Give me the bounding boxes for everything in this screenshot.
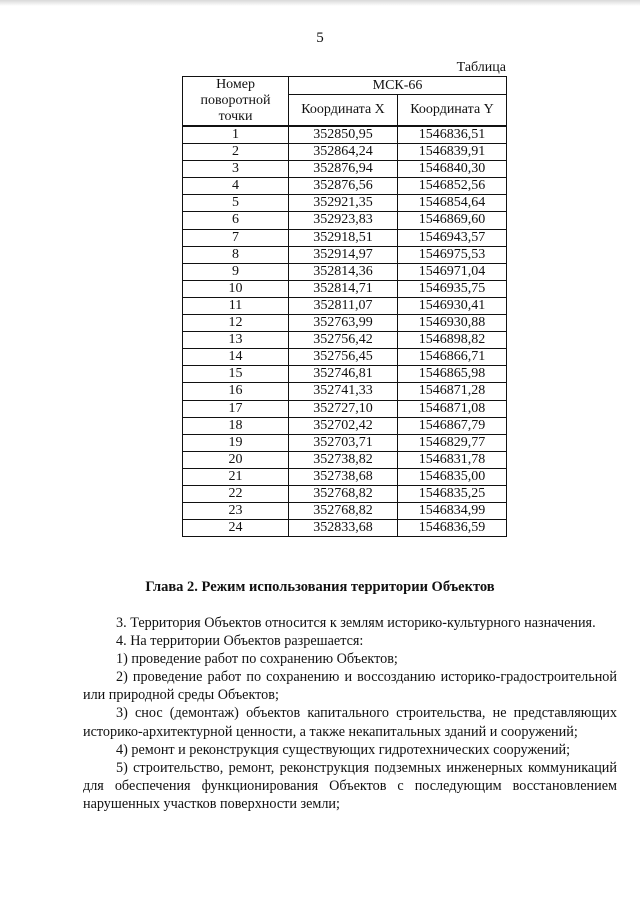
table-row [183,485,507,502]
table-row [183,144,507,161]
coordinate-x-cell: 352811,07 [289,297,398,314]
coordinate-y-cell: 1546871,28 [398,383,507,400]
coordinate-x-cell: 352768,82 [289,503,398,520]
coordinate-y-cell: 1546930,88 [398,315,507,332]
coordinate-y-cell: 1546835,25 [398,485,507,502]
list-item: 5) строительство, ремонт, реконструкция подземных инженерных коммуникаций для обеспечения функционирования Объектов с последующим восстановлением нарушенных участков поверхности земли; [83,759,617,812]
point-number-cell: 11 [183,297,289,314]
list-item: 3) снос (демонтаж) объектов капитального строительства, не представляющих историко-архитектурной ценности, а также некапитальных зданий и сооружений; [83,705,617,740]
coordinate-y-cell: 1546971,04 [398,263,507,280]
table-row [183,451,507,468]
coordinate-y-cell: 1546829,77 [398,434,507,451]
coordinates-table-body [183,126,507,537]
coordinate-x-cell: 352702,42 [289,417,398,434]
point-number-cell: 18 [183,417,289,434]
paragraph: 3. Территория Объектов относится к землям историко-культурного назначения. [116,615,596,631]
point-number-cell: 5 [183,195,289,212]
list-item: 2) проведение работ по сохранению и воссозданию историко-градостроительной или природной среды Объектов; [83,669,617,704]
header-coordinate-y: Координата Y [398,95,507,127]
coordinates-table [182,76,507,537]
header-coordinate-x: Координата X [289,95,398,127]
point-number-cell: 15 [183,366,289,383]
table-row [183,246,507,263]
point-number-cell: 6 [183,212,289,229]
coordinate-x-cell: 352746,81 [289,366,398,383]
table-row [183,468,507,485]
point-number-cell: 7 [183,229,289,246]
chapter-title: Глава 2. Режим использования территории Объектов [145,579,495,595]
point-number-cell: 12 [183,315,289,332]
point-number-cell: 9 [183,263,289,280]
header-point-number: Номер поворотной точки [183,77,289,127]
table-row [183,503,507,520]
coordinate-x-cell: 352741,33 [289,383,398,400]
point-number-cell: 21 [183,468,289,485]
coordinate-y-cell: 1546840,30 [398,161,507,178]
coordinate-x-cell: 352833,68 [289,520,398,537]
coordinate-x-cell: 352918,51 [289,229,398,246]
point-number-cell: 24 [183,520,289,537]
point-number-cell: 8 [183,246,289,263]
coordinate-y-cell: 1546898,82 [398,332,507,349]
table-row [183,280,507,297]
coordinate-x-cell: 352756,45 [289,349,398,366]
table-row [183,263,507,280]
table-row [183,315,507,332]
coordinate-x-cell: 352864,24 [289,144,398,161]
coordinate-x-cell: 352914,97 [289,246,398,263]
table-row [183,383,507,400]
paragraph: 4. На территории Объектов разрешается: [116,633,364,650]
table-row [183,366,507,383]
table-row [183,195,507,212]
coordinate-x-cell: 352756,42 [289,332,398,349]
table-row [183,332,507,349]
table-row [183,520,507,537]
point-number-cell: 1 [183,126,289,144]
page-number: 5 [316,30,324,46]
coordinate-x-cell: 352727,10 [289,400,398,417]
coordinate-x-cell: 352921,35 [289,195,398,212]
coordinate-x-cell: 352850,95 [289,126,398,144]
table-caption: Таблица [456,60,506,75]
point-number-cell: 4 [183,178,289,195]
coordinate-y-cell: 1546835,00 [398,468,507,485]
coordinate-y-cell: 1546839,91 [398,144,507,161]
coordinate-y-cell: 1546867,79 [398,417,507,434]
table-row [183,434,507,451]
table-row [183,229,507,246]
point-number-cell: 16 [183,383,289,400]
coordinate-y-cell: 1546836,51 [398,126,507,144]
coordinate-x-cell: 352738,82 [289,451,398,468]
list-item: 1) проведение работ по сохранению Объектов; [116,651,398,668]
table-row [183,297,507,314]
scan-edge-shadow [0,0,640,6]
table-row [183,349,507,366]
coordinate-y-cell: 1546930,41 [398,297,507,314]
header-coordinate-system: МСК-66 [289,77,507,95]
coordinate-x-cell: 352876,94 [289,161,398,178]
point-number-cell: 3 [183,161,289,178]
point-number-cell: 22 [183,485,289,502]
coordinate-x-cell: 352738,68 [289,468,398,485]
point-number-cell: 17 [183,400,289,417]
coordinate-x-cell: 352923,83 [289,212,398,229]
coordinate-x-cell: 352814,71 [289,280,398,297]
coordinate-y-cell: 1546943,57 [398,229,507,246]
coordinate-y-cell: 1546852,56 [398,178,507,195]
point-number-cell: 10 [183,280,289,297]
coordinate-y-cell: 1546869,60 [398,212,507,229]
coordinate-y-cell: 1546831,78 [398,451,507,468]
table-row [183,417,507,434]
point-number-cell: 14 [183,349,289,366]
table-row [183,126,507,144]
point-number-cell: 23 [183,503,289,520]
point-number-cell: 19 [183,434,289,451]
point-number-cell: 20 [183,451,289,468]
coordinate-x-cell: 352814,36 [289,263,398,280]
coordinate-y-cell: 1546975,53 [398,246,507,263]
table-row [183,212,507,229]
coordinate-y-cell: 1546834,99 [398,503,507,520]
chapter-text [83,614,617,813]
coordinate-y-cell: 1546935,75 [398,280,507,297]
table-row [183,178,507,195]
table-row [183,161,507,178]
coordinate-y-cell: 1546866,71 [398,349,507,366]
table-row [183,400,507,417]
coordinate-x-cell: 352876,56 [289,178,398,195]
list-item: 4) ремонт и реконструкция существующих гидротехнических сооружений; [116,741,571,758]
coordinate-y-cell: 1546871,08 [398,400,507,417]
point-number-cell: 2 [183,144,289,161]
coordinate-y-cell: 1546865,98 [398,366,507,383]
coordinate-x-cell: 352763,99 [289,315,398,332]
coordinate-x-cell: 352768,82 [289,485,398,502]
coordinate-y-cell: 1546836,59 [398,520,507,537]
point-number-cell: 13 [183,332,289,349]
coordinate-y-cell: 1546854,64 [398,195,507,212]
coordinate-x-cell: 352703,71 [289,434,398,451]
